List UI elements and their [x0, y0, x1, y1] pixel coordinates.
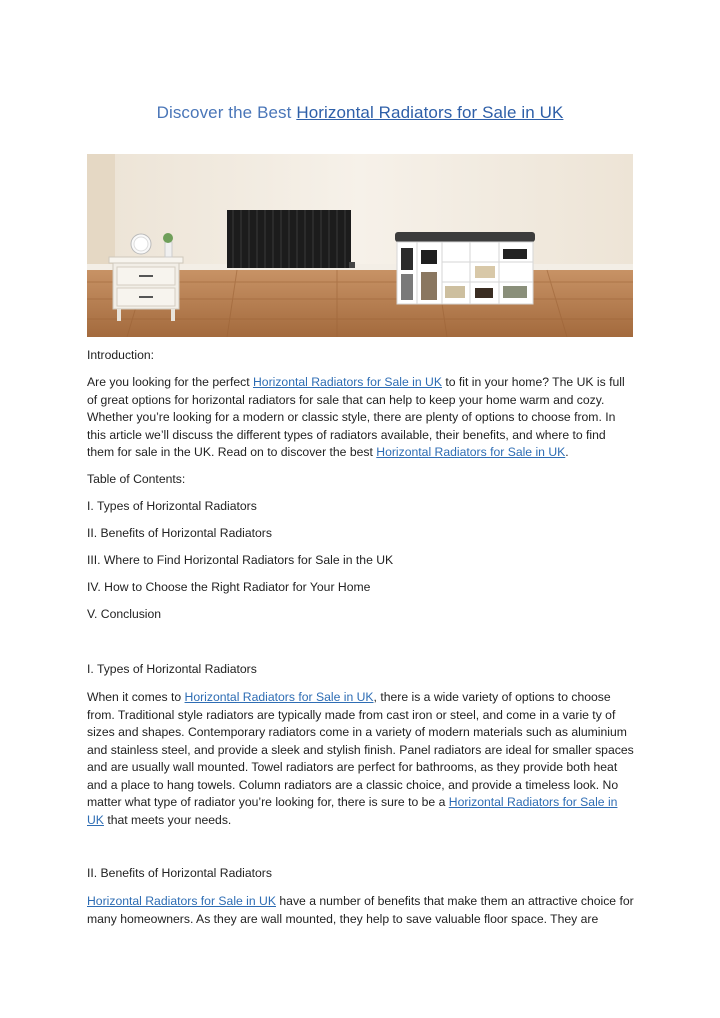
intro-text-c: .	[565, 445, 569, 459]
title-link[interactable]: Horizontal Radiators for Sale in UK	[296, 103, 564, 122]
intro-text-a: Are you looking for the perfect	[87, 375, 253, 389]
section1-link-2[interactable]: Horizontal Radiators for Sale in UK	[87, 795, 618, 827]
section1-text-a: When it comes to	[87, 690, 185, 704]
intro-paragraph	[87, 374, 635, 462]
section2-heading: II. Benefits of Horizontal Radiators	[87, 866, 272, 880]
intro-heading: Introduction:	[87, 348, 155, 362]
section2-text-a: have a number of benefits that make them an attractive choice for many homeowners. As they are wall mounted, they help to save valuable floor space. They are	[87, 894, 634, 926]
toc-item: I. Types of Horizontal Radiators	[87, 499, 257, 513]
shoe-bench-graphic	[395, 232, 535, 304]
toc-item: V. Conclusion	[87, 607, 162, 621]
hero-image	[87, 154, 633, 337]
radiator-graphic	[227, 210, 355, 268]
section1-text-b: , there is a wide variety of options to choose from. Traditional style radiators are typically made from cast iron or steel, and come in a varie ty of sizes and shapes. Contemporary radiators come in a variety of modern materials such as aluminium and stainless steel, and provide a sleek and stylish finish. Panel radiators are ideal for smaller spaces and are usually wall mounted. Towel radiators are perfect for bathrooms, as they provide both heat and a place to hang towels. Column radiators are a classic choice, and provide a timeless look. No matter what type of radiator you’re looking for, there is sure to be a	[87, 690, 634, 809]
intro-link-2[interactable]: Horizontal Radiators for Sale in UK	[376, 445, 566, 459]
title-prefix: Discover the Best	[156, 103, 297, 122]
section1-heading: I. Types of Horizontal Radiators	[87, 662, 257, 676]
toc-item: IV. How to Choose the Right Radiator for Your Home	[87, 580, 371, 594]
toc-item: II. Benefits of Horizontal Radiators	[87, 526, 272, 540]
page-title	[0, 103, 720, 123]
intro-text-b: to fit in your home? The UK is full of great options for horizontal radiators for sale that can help to keep your home warm and cozy. Whether you’re looking for a modern or classic style, there are plenty of options to choose from. In this article we’ll discuss the different types of radiators available, their benefits, and where to find them for sale in the UK. Read on to discover the best	[87, 375, 625, 459]
section1-text-c: that meets your needs.	[103, 812, 232, 827]
section1-link-1[interactable]: Horizontal Radiators for Sale in UK	[184, 690, 374, 704]
radiator-room-illustration	[87, 154, 633, 337]
intro-link-1[interactable]: Horizontal Radiators for Sale in UK	[252, 375, 442, 389]
toc-item: III. Where to Find Horizontal Radiators for Sale in the UK	[87, 553, 394, 567]
section2-paragraph	[87, 893, 635, 928]
toc-heading: Table of Contents:	[87, 472, 186, 486]
section2-link[interactable]: Horizontal Radiators for Sale in UK	[87, 894, 276, 908]
section1-paragraph	[87, 689, 635, 829]
